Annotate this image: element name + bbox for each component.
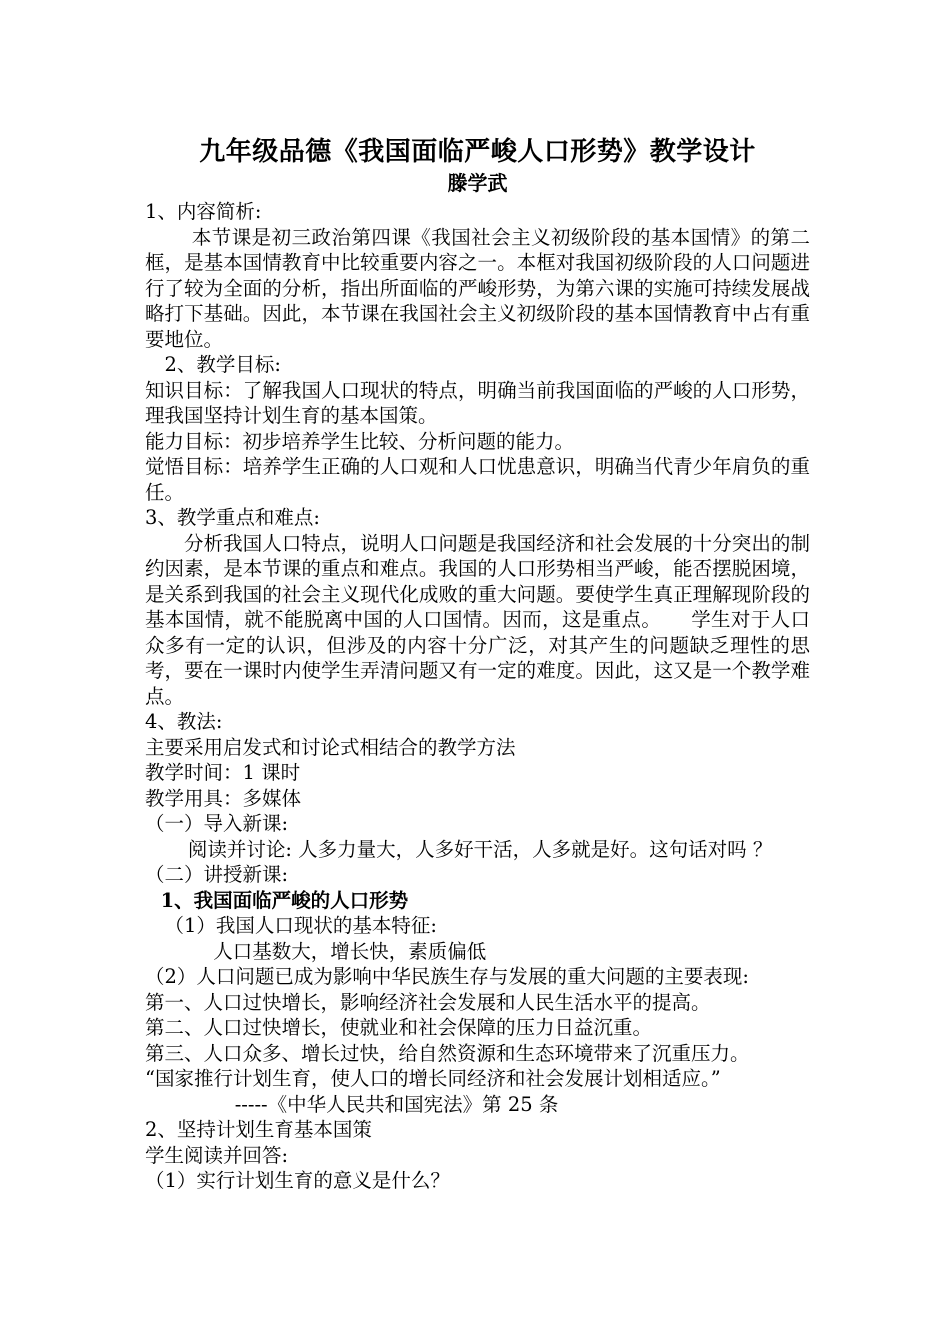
- item-population-features-heading: （1）我国人口现状的基本特征:: [164, 914, 437, 937]
- paragraph-ability-goal: 能力目标：初步培养学生比较、分析问题的能力。: [145, 429, 575, 453]
- subheading-population-situation: 1、我国面临严峻的人口形势: [160, 888, 409, 912]
- section-heading-teaching-method: 4、教法:: [145, 710, 223, 733]
- document-title: 九年级品德《我国面临严峻人口形势》教学设计: [199, 137, 756, 167]
- document-page: [145, 135, 810, 1194]
- item-problem-third: 第三、人口众多、增长过快，给自然资源和生态环境带来了沉重压力。: [145, 1041, 750, 1065]
- section-heading-key-points: 3、教学重点和难点:: [145, 506, 320, 529]
- section-heading-content-analysis: 1、内容简析:: [145, 200, 262, 223]
- section-heading-introduction: （一）导入新课:: [145, 812, 289, 835]
- paragraph-teaching-tools: 教学用具：多媒体: [145, 786, 302, 810]
- item-problem-first: 第一、人口过快增长，影响经济社会发展和人民生活水平的提高。: [145, 990, 711, 1014]
- item-population-problem-heading: （2）人口问题已成为影响中华民族生存与发展的重大问题的主要表现:: [145, 965, 749, 988]
- paragraph-teaching-method: 主要采用启发式和讨论式相结合的教学方法: [145, 735, 516, 759]
- paragraph-content-analysis: 本节课是初三政治第四课《我国社会主义初级阶段的基本国情》的第二框，是基本国情教育中比较重要内容之一。本框对我国初级阶段的人口问题进行了较为全面的分析，指出所面临的严峻形势，为第六课的实施可持续发展战略打下基础。因此，本节课在我国社会主义初级阶段的基本国情教育中占有重要地位。: [145, 225, 810, 351]
- section-heading-teaching-goals: 2、教学目标:: [164, 353, 281, 376]
- paragraph-knowledge-goal: 知识目标：了解我国人口现状的特点，明确当前我国面临的严峻的人口形势，理我国坚持计划生育的基本国策。: [145, 378, 810, 427]
- paragraph-introduction-discussion: 阅读并讨论: 人多力量大，人多好干活，人多就是好。这句话对吗 ？: [187, 837, 773, 861]
- document-author: 滕学武: [447, 171, 508, 195]
- paragraph-student-reading: 学生阅读并回答:: [145, 1143, 289, 1167]
- paragraph-awareness-goal: 觉悟目标：培养学生正确的人口观和人口忧患意识，明确当代青少年肩负的重任。: [145, 455, 810, 504]
- quote-source: -----《中华人民共和国宪法》第 25 条: [234, 1092, 559, 1116]
- quote-constitution: “国家推行计划生育，使人口的增长同经济和社会发展计划相适应。”: [145, 1067, 721, 1090]
- subheading-family-planning: 2、坚持计划生育基本国策: [145, 1118, 372, 1141]
- paragraph-key-points: 分析我国人口特点，说明人口问题是我国经济和社会发展的十分突出的制约因素，是本节课的重点和难点。我国的人口形势相当严峻，能否摆脱困境，是关系到我国的社会主义现代化成败的重大问题。要使学生真正理解现阶段的基本国情，就不能脱离中国的人口国情。因而，这是重点。 学生对于人口众多有一定的认识，但涉及的内容十分广泛，对其产生的问题缺乏理性的思考，要在一课时内使学生弄清问题又有一定的难度。因此，这又是一个教学难点。: [145, 531, 810, 708]
- section-heading-new-lesson: （二）讲授新课:: [145, 863, 289, 886]
- item-population-features: 人口基数大，增长快，素质偏低: [213, 939, 487, 963]
- item-problem-second: 第二、人口过快增长，使就业和社会保障的压力日益沉重。: [145, 1016, 653, 1039]
- paragraph-teaching-time: 教学时间：1 课时: [145, 761, 301, 784]
- question-family-planning-significance: （1）实行计划生育的意义是什么？: [145, 1169, 450, 1192]
